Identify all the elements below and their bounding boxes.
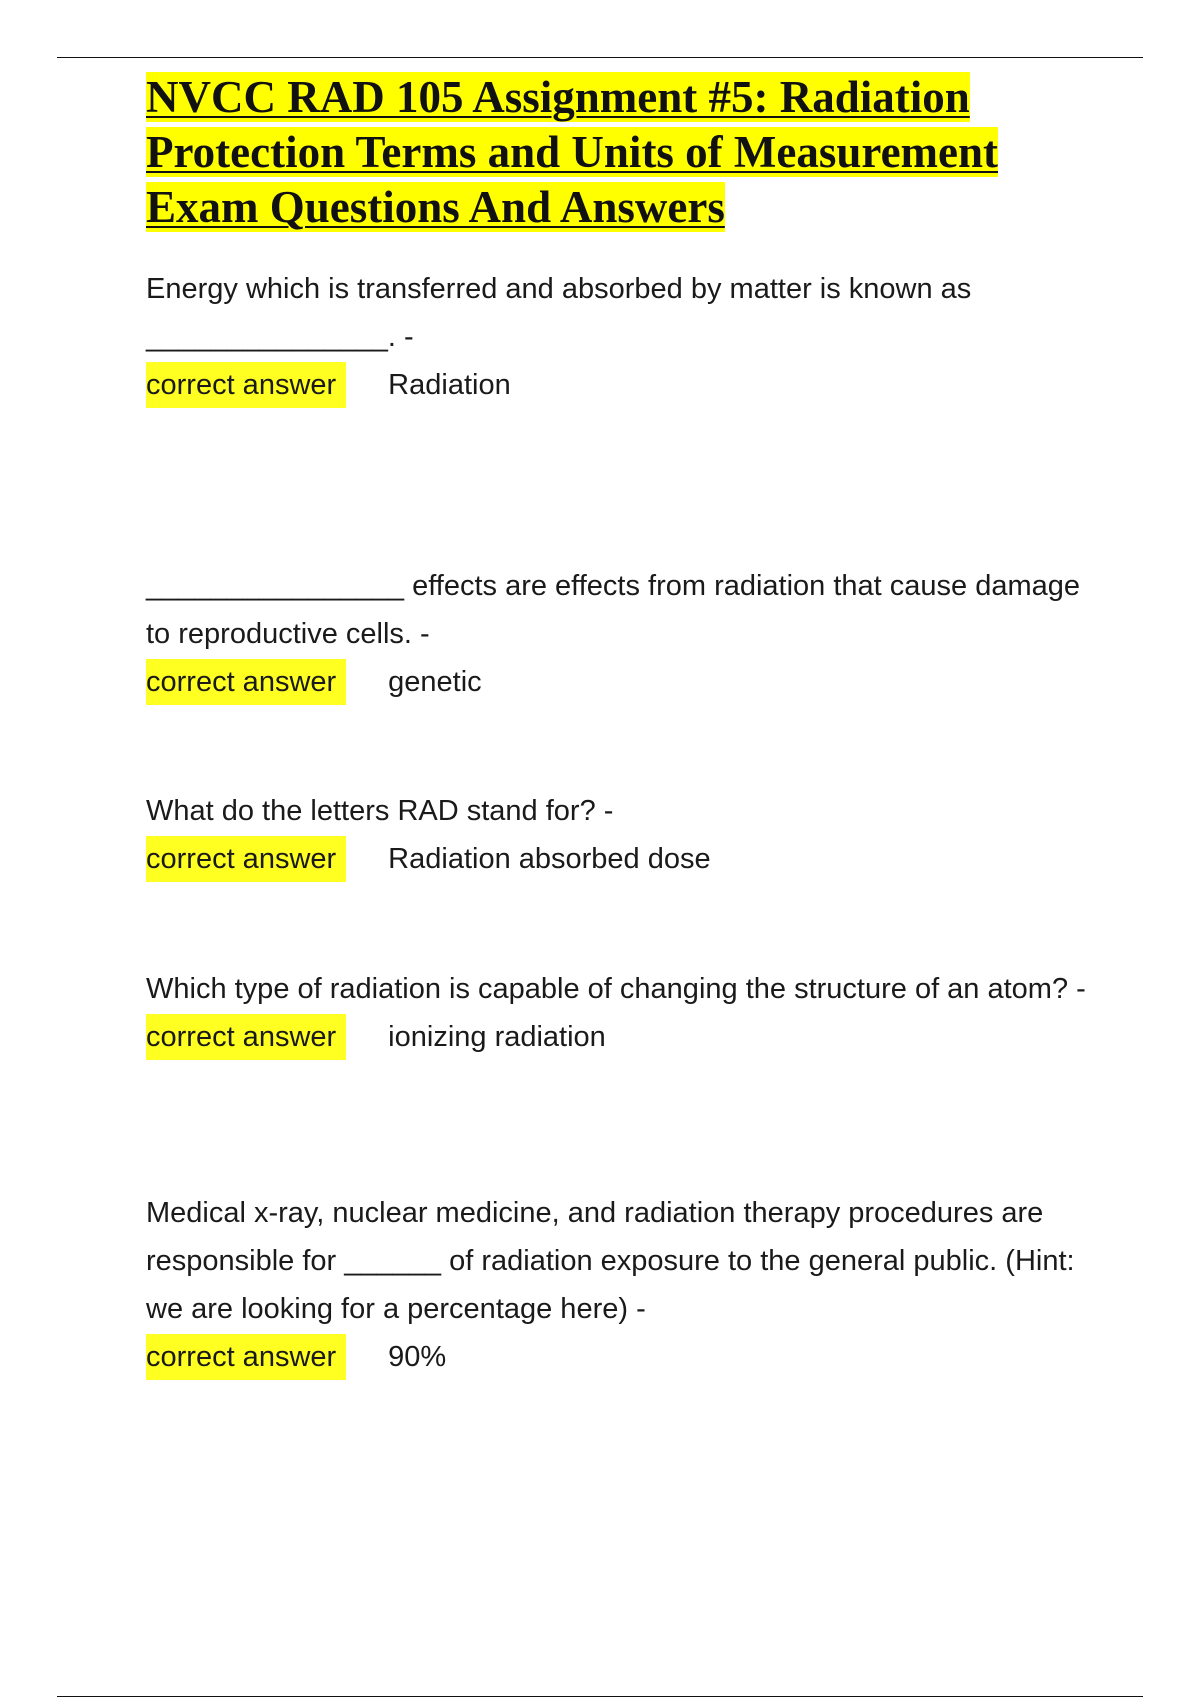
correct-answer-label: correct answer — [146, 1014, 346, 1060]
top-rule — [57, 57, 1143, 58]
answer-text: Radiation — [388, 369, 511, 401]
qa-item-3 — [146, 787, 1086, 883]
answer-row — [146, 361, 1086, 409]
answer-row — [146, 658, 1086, 706]
correct-answer-label: correct answer — [146, 836, 346, 882]
qa-item-4 — [146, 965, 1086, 1061]
document-body — [146, 70, 1089, 1373]
qa-item-5 — [146, 1189, 1086, 1381]
answer-text: Radiation absorbed dose — [388, 843, 711, 875]
answer-text: ionizing radiation — [388, 1021, 606, 1053]
title-text: NVCC RAD 105 Assignment #5: Radiation Protection Terms and Units of Measurement Exam Questions And Answers — [146, 72, 999, 232]
question-text: Medical x-ray, nuclear medicine, and radiation therapy procedures are responsible for ______ of radiation exposure to the general public. (Hint: we are looking for a percentage here) - — [146, 1197, 1083, 1325]
answer-row — [146, 1013, 1086, 1061]
question-text: Energy which is transferred and absorbed by matter is known as _______________. - — [146, 273, 972, 353]
correct-answer-label: correct answer — [146, 659, 346, 705]
answer-text: 90% — [388, 1341, 447, 1373]
question-text: ________________ effects are effects from radiation that cause damage to reproductive cells. - — [146, 570, 1089, 650]
qa-item-1 — [146, 265, 1086, 409]
correct-answer-label: correct answer — [146, 1334, 346, 1380]
question-text: Which type of radiation is capable of changing the structure of an atom? - — [146, 973, 1086, 1005]
correct-answer-label: correct answer — [146, 362, 346, 408]
page-title — [146, 70, 1086, 235]
bottom-rule — [57, 1696, 1143, 1697]
answer-text: genetic — [388, 666, 482, 698]
answer-row — [146, 1333, 1086, 1381]
answer-row — [146, 835, 1086, 883]
question-text: What do the letters RAD stand for? - — [146, 795, 614, 827]
qa-item-2 — [146, 562, 1089, 706]
